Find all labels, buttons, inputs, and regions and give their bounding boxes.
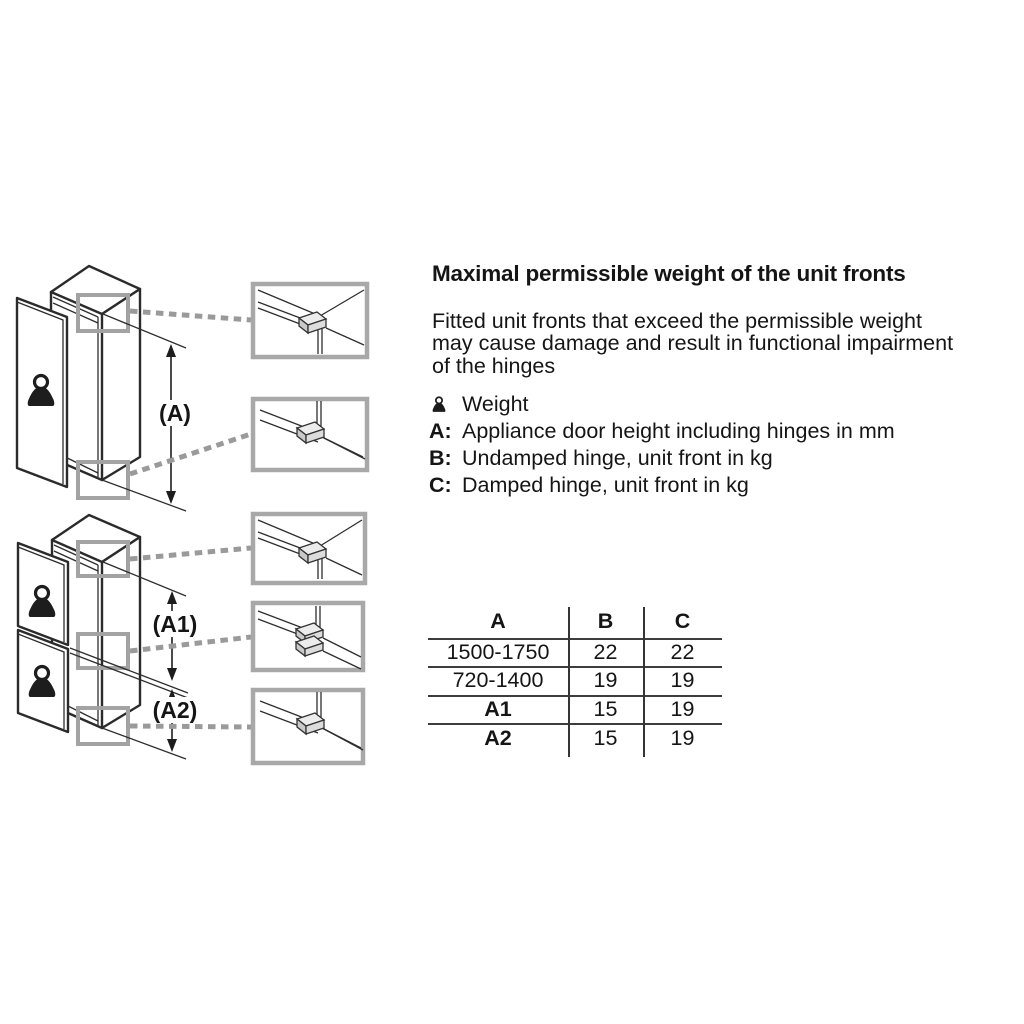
table-header-cell: B	[597, 609, 614, 633]
legend-row-weight	[429, 392, 895, 419]
legend-key: C:	[429, 473, 452, 497]
table-cell: 19	[593, 668, 618, 692]
hinge-detail-callout-middle	[253, 603, 363, 670]
legend-key: B:	[429, 446, 452, 470]
callout-leader-bottom	[130, 434, 251, 474]
hinge-detail-callout-top	[253, 514, 365, 583]
intro-line: Fitted unit fronts that exceed the permissible weight	[432, 309, 922, 333]
weight-icon	[429, 392, 462, 422]
callout-leader-bottom	[130, 726, 251, 727]
table-rule	[428, 695, 722, 697]
callout-leader-top	[130, 311, 251, 320]
upper-door-panel	[18, 543, 68, 645]
table-header-cell: C	[674, 609, 691, 633]
legend-row-a	[429, 419, 895, 446]
table-cell: 19	[670, 725, 695, 750]
table-rule	[428, 666, 722, 668]
callout-leader-middle	[130, 637, 251, 651]
hinge-detail-callout-bottom	[253, 399, 367, 470]
dimension-label-a2: (A2)	[146, 697, 204, 723]
callout-leader-top	[130, 548, 251, 559]
spec-table	[428, 605, 722, 758]
legend-label: Weight	[462, 392, 529, 416]
door-panel	[17, 298, 67, 487]
page-title: Maximal permissible weight of the unit fronts	[432, 261, 906, 286]
lower-door-panel	[18, 630, 68, 732]
legend	[429, 392, 895, 500]
table-rule	[428, 723, 722, 725]
double-door-diagram	[0, 505, 400, 805]
table-cell: 15	[593, 696, 618, 721]
table-cell: 1500-1750	[446, 639, 550, 664]
table-cell: 15	[593, 725, 618, 750]
legend-key: A:	[429, 419, 452, 443]
dimension-label-a1: (A1)	[146, 611, 204, 637]
table-cell: 720-1400	[452, 668, 544, 692]
hinge-detail-callout-bottom	[253, 690, 363, 763]
legend-row-c	[429, 473, 895, 500]
legend-label: Undamped hinge, unit front in kg	[462, 446, 773, 470]
table-cell: 19	[670, 696, 695, 721]
table-cell: 22	[593, 639, 618, 664]
table-rule	[568, 607, 570, 757]
hinge-detail-callout-top	[253, 284, 367, 357]
table-cell: 19	[670, 668, 695, 692]
legend-label: Appliance door height including hinges in mm	[462, 419, 895, 443]
table-rule	[428, 638, 722, 640]
intro-line: of the hinges	[432, 353, 556, 378]
table-cell: A1	[484, 696, 512, 721]
legend-row-b	[429, 446, 895, 473]
table-cell: 22	[670, 639, 695, 664]
intro-paragraph	[432, 310, 953, 377]
legend-label: Damped hinge, unit front in kg	[462, 473, 749, 497]
table-rule	[643, 607, 645, 757]
dimension-label-a: (A)	[152, 400, 198, 426]
intro-line: may cause damage and result in functional impairment	[432, 331, 954, 356]
table-cell: A2	[484, 725, 512, 750]
table-header-cell: A	[490, 609, 506, 633]
single-door-diagram	[0, 258, 400, 514]
